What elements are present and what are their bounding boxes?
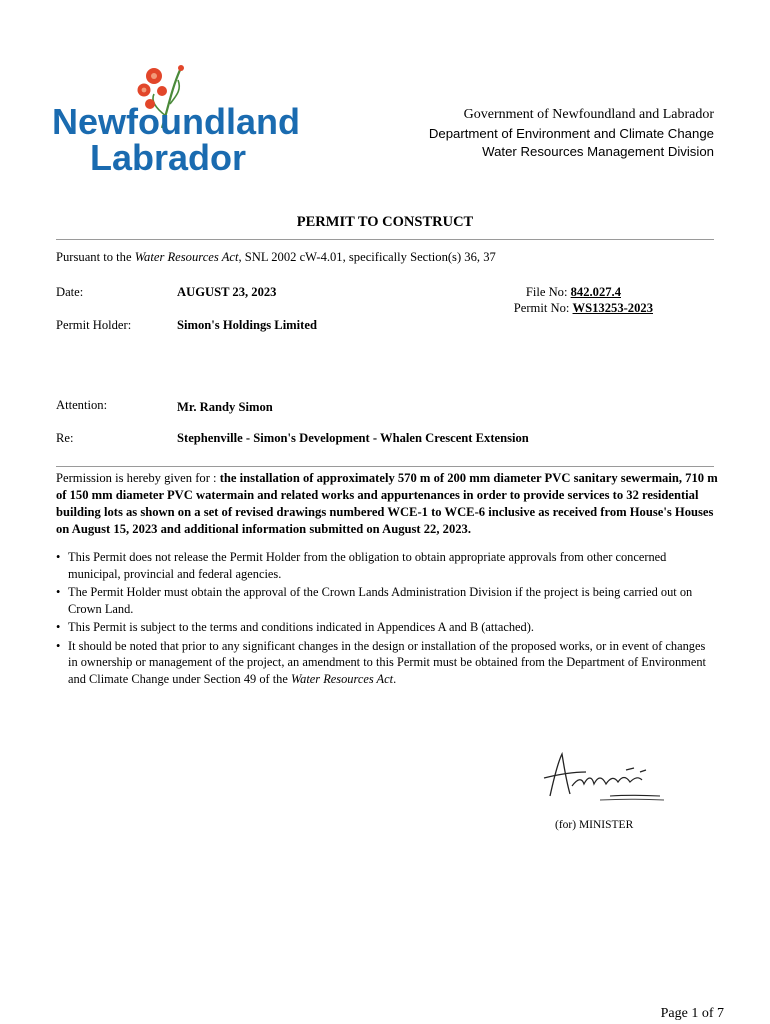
pursuant-act: Water Resources Act: [134, 250, 239, 264]
division-name: Water Resources Management Division: [482, 144, 714, 159]
condition-end: .: [393, 671, 397, 686]
permit-holder-label: Permit Holder:: [56, 318, 132, 332]
pursuant-suffix: , SNL 2002 cW-4.01, specifically Section(s) 36, 37: [238, 250, 496, 264]
permit-number-value: WS13253-2023: [572, 301, 653, 315]
bullet-icon: •: [56, 550, 61, 564]
condition-text: This Permit is subject to the terms and conditions indicated in Appendices A and B (attached).: [68, 620, 534, 634]
title-divider: [56, 239, 714, 240]
date-value: AUGUST 23, 2023: [177, 285, 277, 299]
permit-number: [514, 301, 653, 316]
minister-signature: [530, 748, 670, 806]
condition-act: Water Resources Act: [290, 671, 394, 686]
permit-number-label: Permit No:: [513, 301, 570, 315]
logo-text-newfoundland: Newfoundland: [52, 101, 300, 142]
condition-item: [56, 638, 718, 688]
condition-text: [68, 639, 706, 686]
conditions-list: [56, 549, 718, 689]
attention-label: Attention:: [56, 398, 108, 412]
attention-value: Mr. Randy Simon: [177, 400, 273, 414]
minister-caption: (for) MINISTER: [555, 819, 634, 831]
permission-body: the installation of approximately 570 m of 200 mm diameter PVC sanitary sewermain, 710 m of 150 mm diameter PVC watermain and related works and appurtenances in order to provide services to 32 residential building lots as shown on a set of revised drawings numbered WCE-1 to WCE-6 inclusive as received from House's Houses on August 15, 2023 and additional information submitted on August 22, 2023.: [56, 471, 718, 536]
permission-paragraph: [56, 470, 718, 538]
condition-item: [56, 549, 718, 582]
document-title: PERMIT TO CONSTRUCT: [296, 214, 474, 230]
file-number-value: 842.027.4: [570, 285, 621, 299]
bullet-icon: •: [56, 585, 61, 599]
logo-text-labrador: Labrador: [90, 137, 247, 178]
pursuant-statement: [56, 250, 496, 265]
pursuant-prefix: Pursuant to the: [56, 250, 135, 264]
permission-lead: Permission is hereby given for :: [56, 471, 220, 485]
bullet-icon: •: [56, 638, 61, 653]
bullet-icon: •: [56, 620, 61, 634]
condition-item: [56, 619, 718, 636]
fields-divider: [56, 466, 714, 467]
government-name: Government of Newfoundland and Labrador: [463, 107, 714, 122]
page-number: Page 1 of 7: [660, 1006, 724, 1021]
file-number-label: File No:: [525, 285, 568, 299]
re-label: Re:: [56, 431, 74, 445]
date-label: Date:: [56, 285, 84, 299]
condition-text: The Permit Holder must obtain the approval of the Crown Lands Administration Division if the project is being carried out on Crown Land.: [68, 585, 693, 616]
department-name: Department of Environment and Climate Change: [428, 126, 714, 141]
condition-text-main: It should be noted that prior to any significant changes in the design or installation of the proposed works, or in event of changes in ownership or management of the project, an amendment to this Permit must be obtained from the Department of Environment and Climate Change under Section 49 of the: [68, 638, 706, 686]
file-number: [526, 285, 621, 300]
newfoundland-labrador-logo: [50, 58, 300, 180]
condition-item: [56, 584, 718, 617]
re-value: Stephenville - Simon's Development - Whalen Crescent Extension: [177, 431, 529, 445]
permit-holder-value: Simon's Holdings Limited: [177, 318, 317, 332]
condition-text: This Permit does not release the Permit Holder from the obligation to obtain appropriate approvals from other concerned municipal, provincial and federal agencies.: [68, 550, 667, 581]
